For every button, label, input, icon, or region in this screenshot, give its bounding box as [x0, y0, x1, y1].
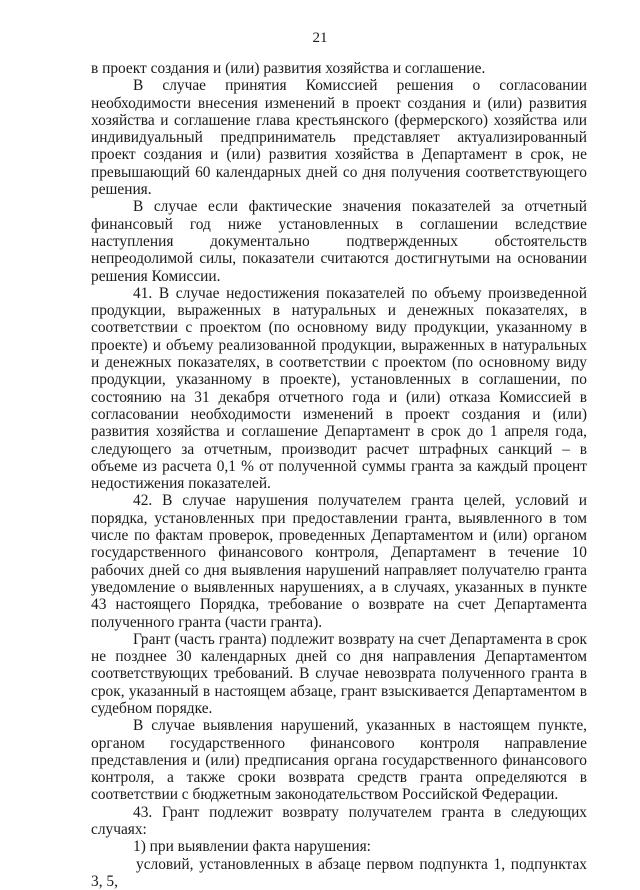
page-number: 21	[312, 30, 328, 46]
paragraph-violations: В случае выявления нарушений, указанных в настоящем пункте, органом государственного финансового контроля направление представления и (или) предписания органа государственного финансового контроля, а также сроки возврата средств гранта определяются в соответствии с бюджетным законодательством Российской Федерации.	[91, 717, 587, 804]
document-body	[91, 60, 587, 890]
paragraph-grant-return: Грант (часть гранта) подлежит возврату на счет Департамента в срок не позднее 30 календарных дней со дня направления Департаментом соответствующих требований. В случае невозврата полученного гранта в срок, указанный в настоящем абзаце, грант взыскивается Департаментом в судебном порядке.	[91, 630, 587, 717]
paragraph-continuation: в проект создания и (или) развития хозяйства и соглашение.	[91, 60, 486, 77]
clause-42: 42. В случае нарушения получателем гранта целей, условий и порядка, установленных при предоставлении гранта, выявленного в том числе по фактам проверок, проведенных Департаментом и (или) органом государственного финансового контроля, Департамент в течение 10 рабочих дней со дня выявления нарушений направляет получателю гранта уведомление о выявленных нарушениях, а в случаях, указанных в пункте 43 настоящего Порядка, требование о возврате на счет Департамента полученного гранта (части гранта).	[91, 492, 587, 631]
paragraph-force-majeure: В случае если фактические значения показателей за отчетный финансовый год ниже установленных в соглашении вследствие наступления документально подтвержденных обстоятельств непреодолимой силы, показатели считаются достигнутыми на основании решения Комиссии.	[91, 198, 587, 285]
paragraph-conditions: условий, установленных в абзаце первом подпункта 1, подпунктах 3, 5,	[91, 855, 587, 890]
clause-41: 41. В случае недостижения показателей по объему произведенной продукции, выраженных в натуральных и денежных показателях, в соответствии с проектом (по основному виду продукции, указанному в проекте) и объему реализованной продукции, выраженных в натуральных и денежных показателях, в соответствии с проектом (по основному виду продукции, указанному в проекте), установленных в соглашении, по состоянию на 31 декабря отчетного года и (или) отказа Комиссией в согласовании необходимости изменений в проект создания и (или) развития хозяйства и соглашение Департамент в срок до 1 апреля года, следующего за отчетным, производит расчет штрафных санкций – в объеме из расчета 0,1 % от полученной суммы гранта за каждый процент недостижения показателей.	[91, 284, 587, 493]
clause-43: 43. Грант подлежит возврату получателем гранта в следующих случаях:	[91, 803, 587, 839]
subclause-1: 1) при выявлении факта нарушения:	[133, 838, 371, 856]
paragraph-commission-decision: В случае принятия Комиссией решения о согласовании необходимости внесения изменений в проект создания и (или) развития хозяйства и соглашение глава крестьянского (фермерского) хозяйства или индивидуальный предприниматель представляет актуализированный проект создания и (или) развития хозяйства в Департамент в срок, не превышающий 60 календарных дней со дня получения соответствующего решения.	[91, 77, 587, 199]
